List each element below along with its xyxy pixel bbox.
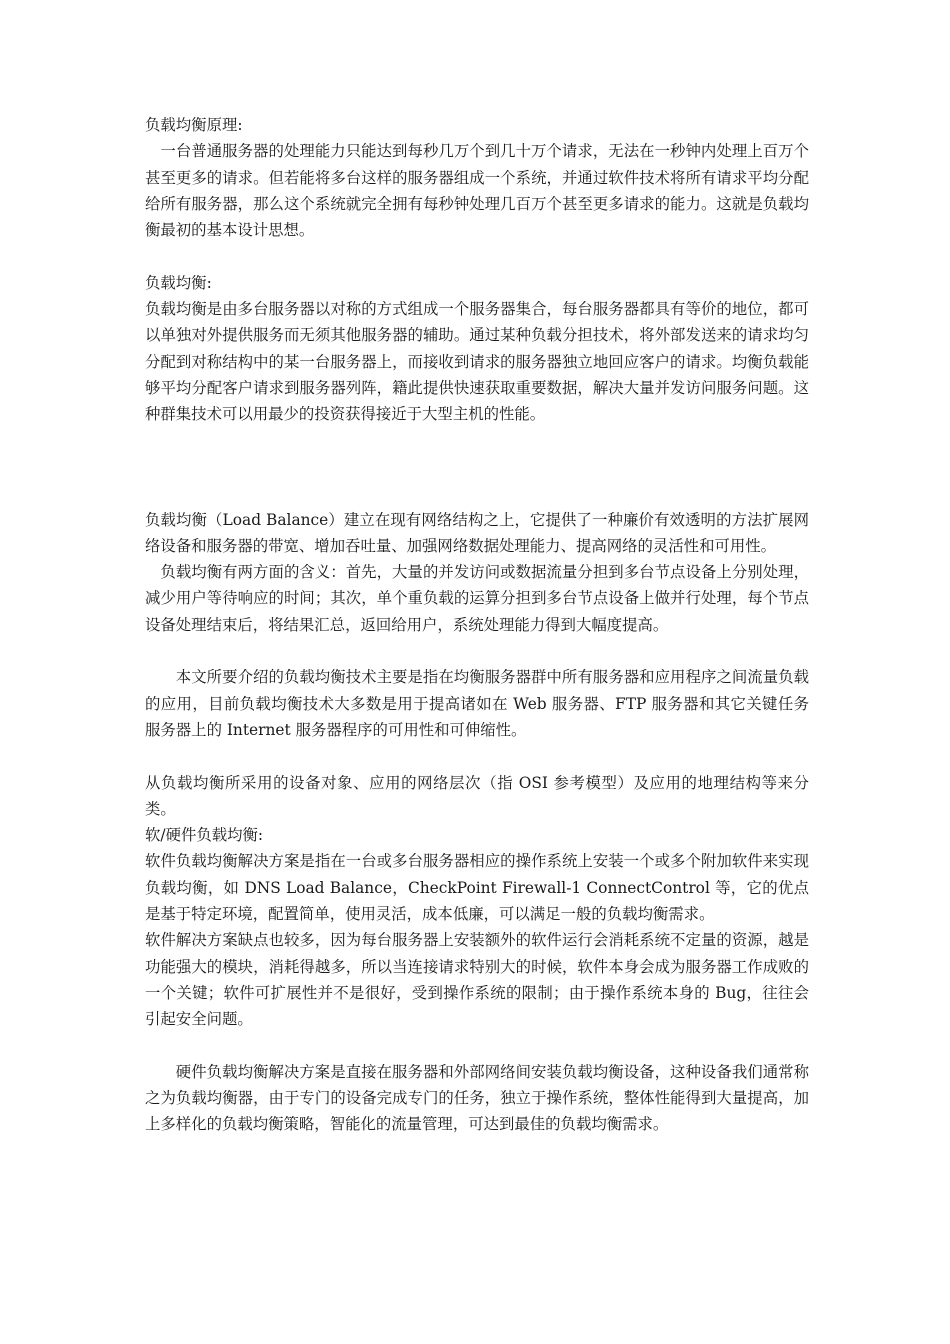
section-heading: 负载均衡原理: xyxy=(145,116,243,134)
spacer xyxy=(145,428,809,507)
section-heading: 软/硬件负载均衡: xyxy=(145,826,264,845)
paragraph: 负载均衡（Load Balance）建立在现有网络结构之上，它提供了一种廉价有效透明的方法扩展网络设备和服务器的带宽、增加吞吐量、加强网络数据处理能力、提高网络的灵活性和可用性。 xyxy=(145,510,809,555)
paragraph: 负载均衡是由多台服务器以对称的方式组成一个服务器集合，每台服务器都具有等价的地位，都可以单独对外提供服务而无须其他服务器的辅助。通过某种负载分担技术，将外部发送来的请求均匀分配到对称结构中的某一台服务器上，而接收到请求的服务器独立地回应客户的请求。均衡负载能够平均分配客户请求到服务器列阵，籍此提供快速获取重要数据，解决大量并发访问服务问题。这种群集技术可以用最少的投资获得接近于大型主机的性能。 xyxy=(145,300,809,424)
paragraph: 负载均衡有两方面的含义：首先，大量的并发访问或数据流量分担到多台节点设备上分别处理，减少用户等待响应的时间；其次，单个重负载的运算分担到多台节点设备上做并行处理，每个节点设备处理结束后，将结果汇总，返回给用户，系统处理能力得到大幅度提高。 xyxy=(145,563,809,634)
paragraph: 软件解决方案缺点也较多，因为每台服务器上安装额外的软件运行会消耗系统不定量的资源，越是功能强大的模块，消耗得越多，所以当连接请求特别大的时候，软件本身会成为服务器工作成败的一个关键；软件可扩展性并不是很好，受到操作系统的限制；由于操作系统本身的 Bug，往往会引起安全问题。 xyxy=(145,931,809,1029)
paragraph: 软件负载均衡解决方案是指在一台或多台服务器相应的操作系统上安装一个或多个附加软件来实现负载均衡，如 DNS Load Balance，CheckPoint Firewall-1 ConnectControl 等，它的优点是基于特定环境，配置简单，使用灵活，成本低廉，可以满足一般的负载均衡需求。 xyxy=(145,852,809,924)
spacer xyxy=(145,1033,809,1059)
paragraph: 本文所要介绍的负载均衡技术主要是指在均衡服务器群中所有服务器和应用程序之间流量负载的应用，目前负载均衡技术大多数是用于提高诸如在 Web 服务器、FTP 服务器和其它关键任务服务器上的 Internet 服务器程序的可用性和可伸缩性。 xyxy=(145,668,809,739)
section-heading: 负载均衡: xyxy=(145,273,212,292)
document-body xyxy=(145,112,809,1138)
paragraph: 硬件负载均衡解决方案是直接在服务器和外部网络间安装负载均衡设备，这种设备我们通常称之为负载均衡器，由于专门的设备完成专门的任务，独立于操作系统，整体性能得到大量提高，加上多样化的负载均衡策略，智能化的流量管理，可达到最佳的负载均衡需求。 xyxy=(145,1062,809,1134)
paragraph: 一台普通服务器的处理能力只能达到每秒几万个到几十万个请求，无法在一秒钟内处理上百万个甚至更多的请求。但若能将多台这样的服务器组成一个系统，并通过软件技术将所有请求平均分配给所有服务器，那么这个系统就完全拥有每秒钟处理几百万个甚至更多请求的能力。这就是负载均衡最初的基本设计思想。 xyxy=(145,142,809,240)
spacer xyxy=(145,743,809,769)
paragraph: 从负载均衡所采用的设备对象、应用的网络层次（指 OSI 参考模型）及应用的地理结构等来分类。 xyxy=(145,773,809,818)
spacer xyxy=(145,243,809,269)
spacer xyxy=(145,638,809,664)
